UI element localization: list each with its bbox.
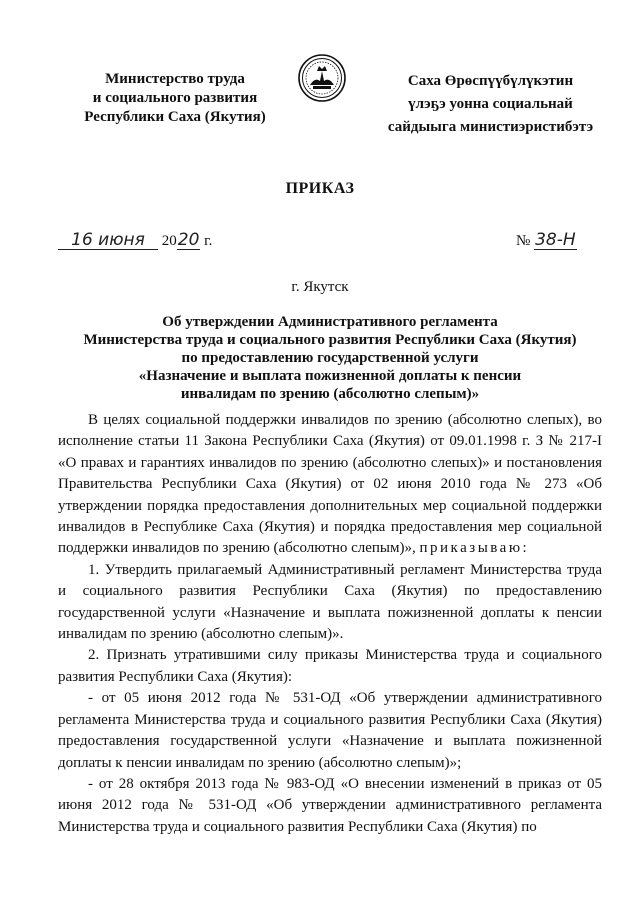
document-title: ПРИКАЗ: [285, 180, 355, 197]
date-day-month: 16 июня: [58, 232, 158, 250]
date-year-prefix: 20: [161, 233, 177, 249]
ministry-sakha-line-1: Саха Өрөспүүбүлүкэтин: [407, 73, 574, 89]
item-2-paragraph: 2. Признать утратившими силу приказы Министерства труда и социального развития Республики Саха (Якутия):: [58, 647, 602, 685]
date-year-suffix: 20: [177, 230, 200, 250]
ministry-name-line-2: и социального развития: [92, 90, 258, 106]
republic-emblem-icon: [297, 53, 347, 103]
subject-line-1: Об утверждении Административного регламента: [162, 314, 498, 330]
subject-line-2: Министерства труда и социального развития Республики Саха (Якутия): [83, 332, 577, 348]
subject-line-4: «Назначение и выплата пожизненной доплаты к пенсии: [138, 368, 522, 384]
item-2b-paragraph: - от 28 октября 2013 года № 983-ОД «О внесении изменений в приказ от 05 июня 2012 года № 531-ОД «Об утверждении административного регламента Министерства труда и социального развития Республики Саха (Якутия) по: [58, 775, 602, 835]
ministry-name-line-1: Министерство труда: [105, 71, 245, 87]
order-word: приказываю:: [419, 540, 530, 557]
subject-line-5: инвалидам по зрению (абсолютно слепым)»: [180, 386, 480, 402]
order-number: [516, 232, 577, 250]
order-date: [58, 232, 212, 250]
preamble-text: В целях социальной поддержки инвалидов по зрению (абсолютно слепых), во исполнение статьи 11 Закона Республики Саха (Якутия) от 09.01.1998 г. З № 217-I «О правах и гарантиях инвалидов по зрению (абсолютно слепых)» и постановления Правительства Республики Саха (Якутия) от 02 июня 2010 года № 273 «Об утверждении порядка предоставления дополнительных мер социальной поддержки инвалидов в Республике Саха (Якутия) и порядка предоставления мер социальной поддержки инвалидов по зрению (абсолютно слепым)»,: [58, 412, 602, 557]
ministry-name-line-3: Республики Саха (Якутия): [84, 109, 266, 125]
order-body: [58, 410, 602, 838]
order-number-prefix: №: [516, 233, 531, 249]
item-2a-paragraph: - от 05 июня 2012 года № 531-ОД «Об утверждении административного регламента Министерства труда и социального развития Республики Саха (Якутия) предоставления государственной услуги «Назначение и выплата пожизненной доплаты к пенсии инвалидам по зрению (абсолютно слепым)»;: [58, 690, 602, 771]
date-year-label: г.: [204, 233, 213, 249]
preamble-paragraph: [58, 410, 602, 560]
ministry-sakha-line-3: сайдыыга министиэристибэтэ: [387, 119, 594, 135]
order-city: г. Якутск: [291, 279, 349, 295]
item-1-paragraph: 1. Утвердить прилагаемый Административный регламент Министерства труда и социального развития Республики Саха (Якутия) по предоставлению государственной услуги «Назначение и выплата пожизненной доплаты к пенсии инвалидам по зрению (абсолютно слепым)».: [58, 561, 602, 643]
ministry-name-russian: [70, 70, 280, 127]
subject-line-3: по предоставлению государственной услуги: [181, 350, 479, 366]
order-number-value: 38-Н: [535, 230, 576, 250]
ministry-name-sakha: [378, 70, 603, 139]
ministry-sakha-line-2: үлэҕэ уонна социальнай: [408, 96, 573, 112]
order-subject: [60, 313, 600, 403]
